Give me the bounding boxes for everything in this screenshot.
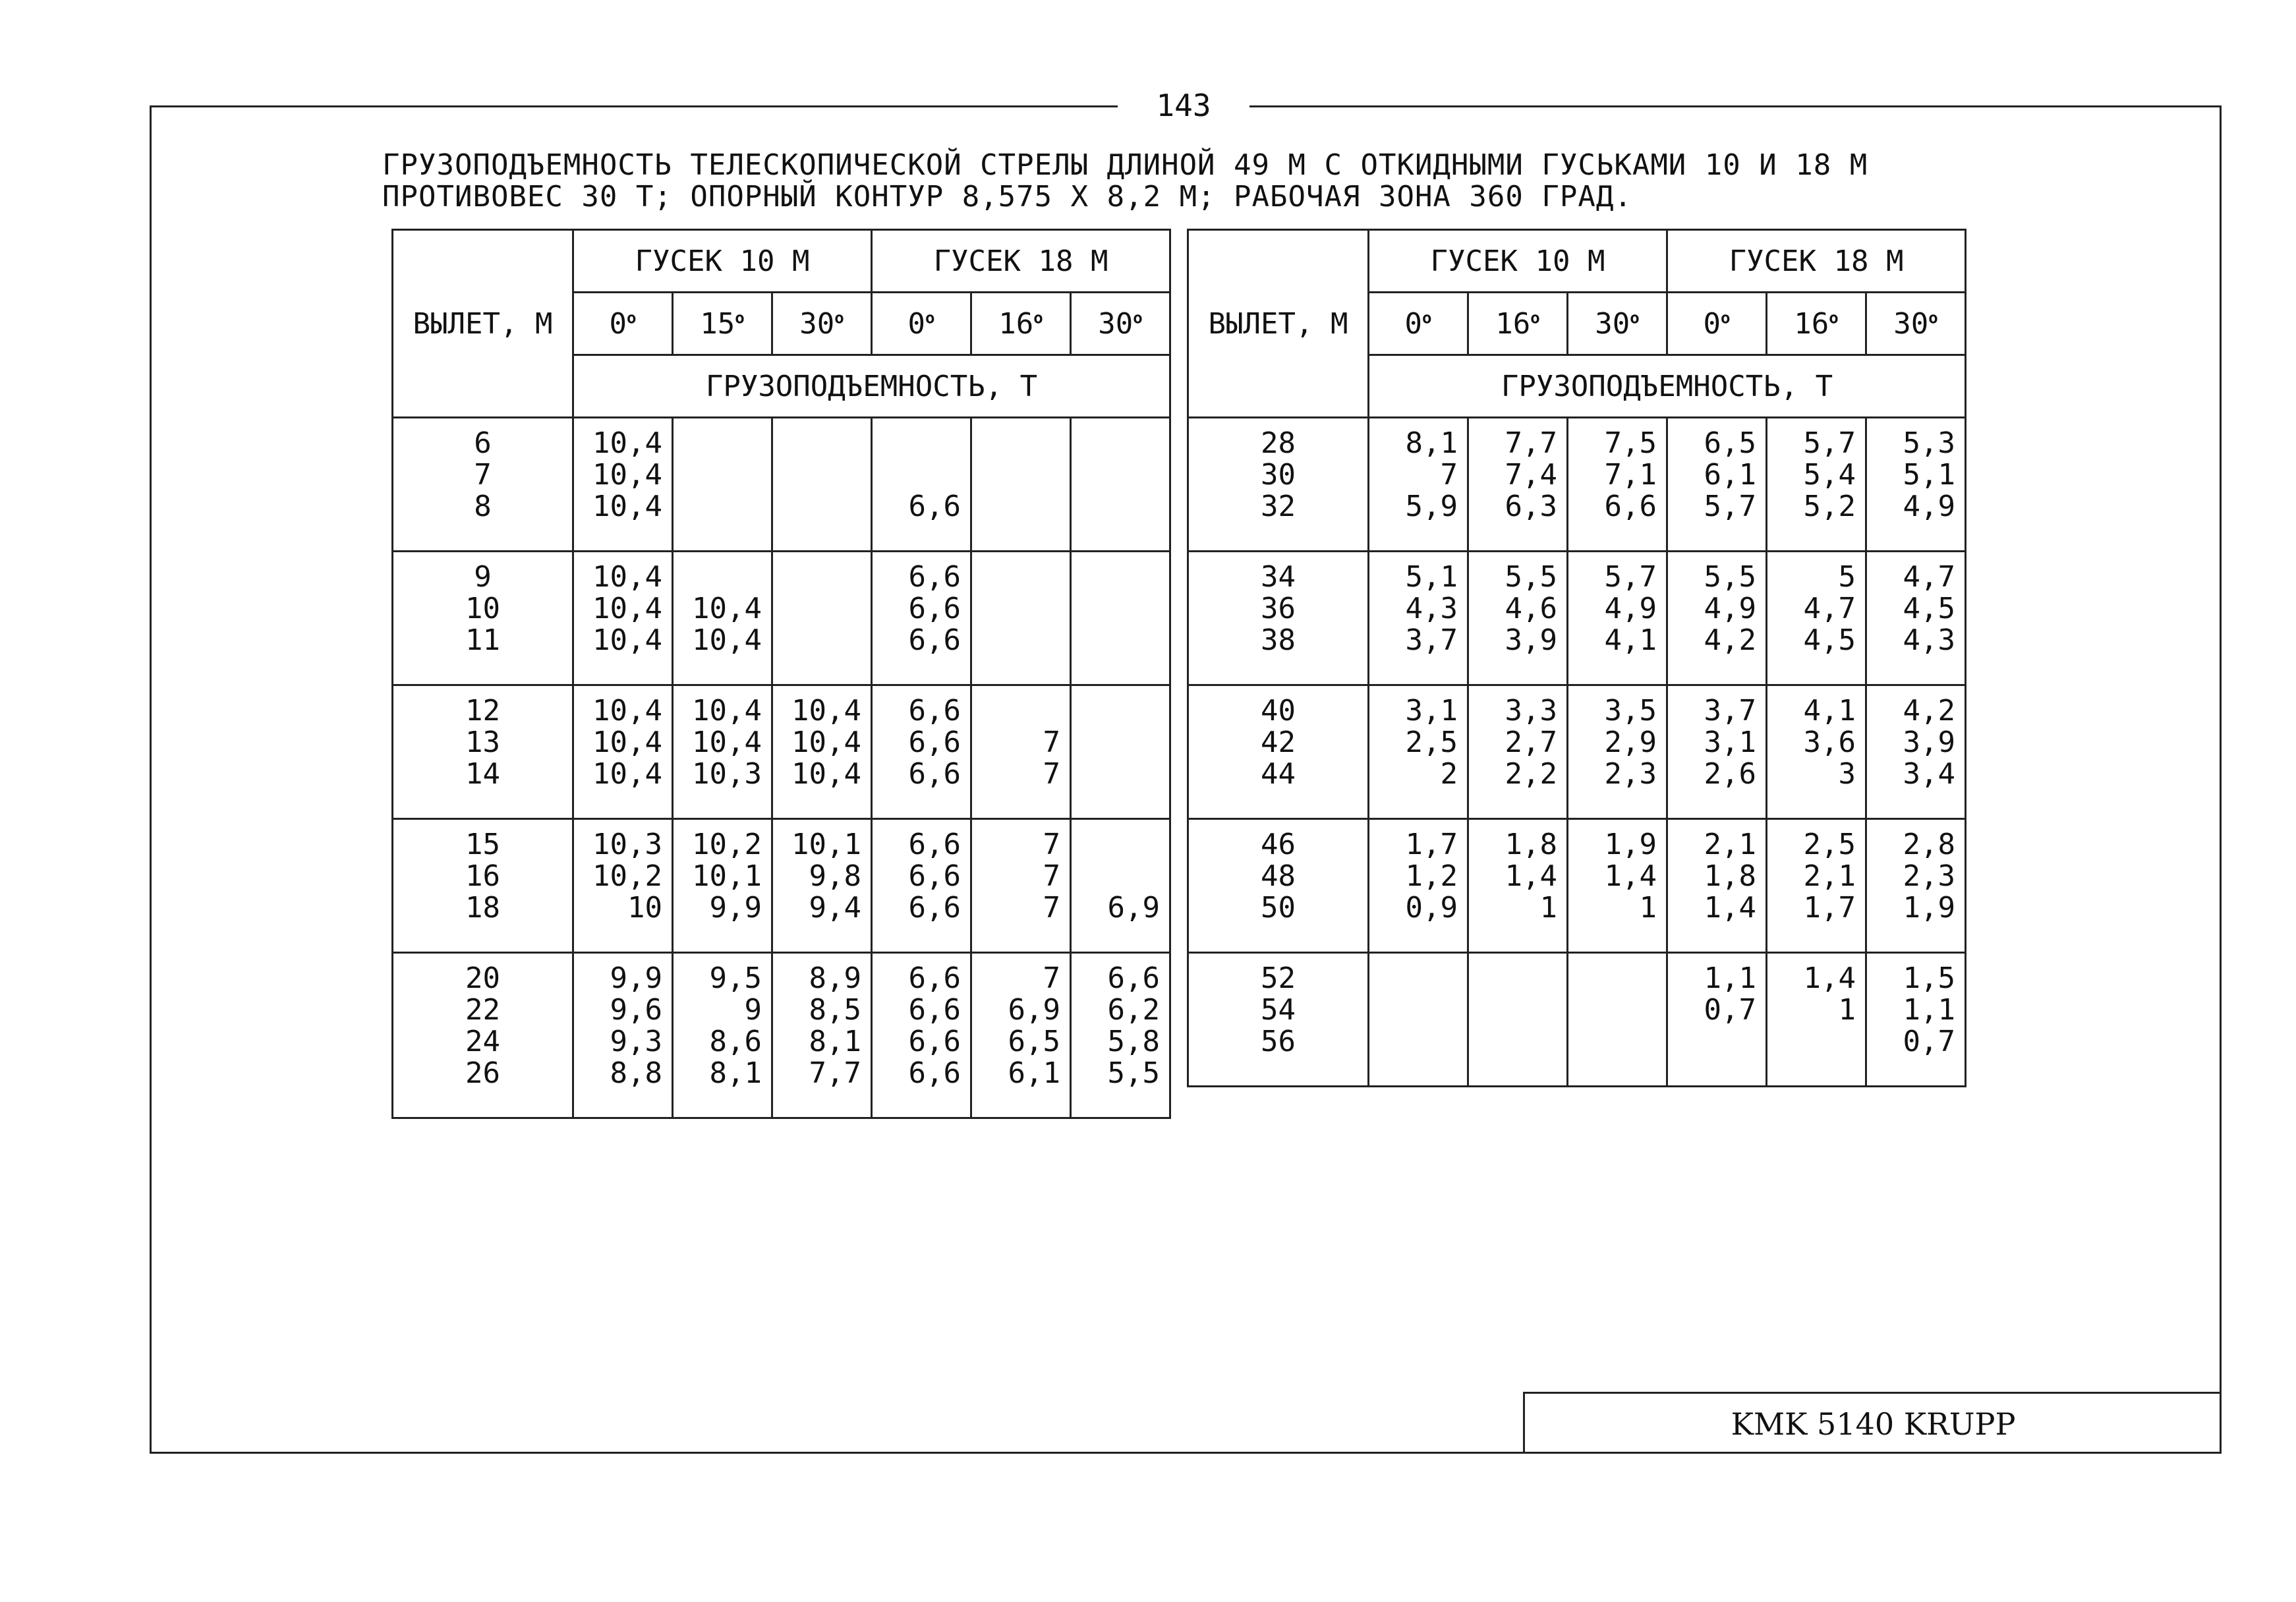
table-title-line-2: ПРОТИВОВЕС 30 Т; ОПОРНЫЙ КОНТУР 8,575 Х 8,2 М; РАБОЧАЯ ЗОНА 360 ГРАД. <box>382 180 1632 214</box>
capacity-cell: 6,6 6,6 6,6 <box>872 819 971 953</box>
capacity-cell <box>1568 953 1667 1087</box>
angle-header: 30$^o$ <box>1071 293 1170 355</box>
vylet-cell: 28 30 32 <box>1188 418 1369 552</box>
capacity-cell: 2,1 1,8 1,4 <box>1667 819 1767 953</box>
angle-header: 16$^o$ <box>1468 293 1568 355</box>
capacity-unit-header: ГРУЗОПОДЪЕМНОСТЬ, Т <box>573 355 1170 418</box>
capacity-cell: 10,3 10,2 10 <box>573 819 673 953</box>
capacity-cell: 7 7 <box>971 685 1071 819</box>
capacity-cell: 5,5 4,9 4,2 <box>1667 552 1767 685</box>
jib-10m-header: ГУСЕК 10 М <box>573 230 872 293</box>
capacity-cell: 1,7 1,2 0,9 <box>1369 819 1468 953</box>
table-row <box>393 552 1170 685</box>
capacity-cell: 2,8 2,3 1,9 <box>1866 819 1966 953</box>
angle-header: 30$^o$ <box>772 293 872 355</box>
capacity-cell: 4,7 4,5 4,3 <box>1866 552 1966 685</box>
capacity-cell <box>772 552 872 685</box>
capacity-cell <box>971 418 1071 552</box>
capacity-cell: 6,6 6,6 6,6 6,6 <box>872 953 971 1118</box>
capacity-cell: 5,3 5,1 4,9 <box>1866 418 1966 552</box>
capacity-table-right <box>1187 229 1966 1087</box>
capacity-cell: 6,9 <box>1071 819 1170 953</box>
capacity-cell: 10,4 10,4 10,4 <box>573 418 673 552</box>
angle-header: 0$^o$ <box>872 293 971 355</box>
angle-header: 0$^o$ <box>1369 293 1468 355</box>
vylet-cell: 34 36 38 <box>1188 552 1369 685</box>
capacity-cell: 8,9 8,5 8,1 7,7 <box>772 953 872 1118</box>
capacity-cell <box>1071 418 1170 552</box>
table-row <box>393 819 1170 953</box>
vylet-cell: 6 7 8 <box>393 418 573 552</box>
capacity-cell: 2,5 2,1 1,7 <box>1767 819 1866 953</box>
capacity-cell: 5 4,7 4,5 <box>1767 552 1866 685</box>
table-row <box>1188 552 1966 685</box>
capacity-cell: 1,8 1,4 1 <box>1468 819 1568 953</box>
title-block-stamp: KMK 5140 KRUPP <box>1523 1392 2222 1454</box>
jib-18m-header: ГУСЕК 18 М <box>872 230 1170 293</box>
angle-header: 16$^o$ <box>1767 293 1866 355</box>
capacity-cell <box>1071 552 1170 685</box>
capacity-cell: 10,4 10,4 10,3 <box>673 685 772 819</box>
vylet-cell: 15 16 18 <box>393 819 573 953</box>
capacity-cell: 4,1 3,6 3 <box>1767 685 1866 819</box>
vylet-header: ВЫЛЕТ, М <box>393 230 573 418</box>
capacity-cell: 6,6 <box>872 418 971 552</box>
capacity-cell: 10,4 10,4 <box>673 552 772 685</box>
vylet-cell: 46 48 50 <box>1188 819 1369 953</box>
jib-10m-header: ГУСЕК 10 М <box>1369 230 1667 293</box>
vylet-cell: 52 54 56 <box>1188 953 1369 1087</box>
capacity-cell: 10,1 9,8 9,4 <box>772 819 872 953</box>
table-row <box>393 685 1170 819</box>
table-row <box>1188 819 1966 953</box>
capacity-unit-header: ГРУЗОПОДЪЕМНОСТЬ, Т <box>1369 355 1966 418</box>
capacity-cell: 7 6,9 6,5 6,1 <box>971 953 1071 1118</box>
table-row <box>393 953 1170 1118</box>
capacity-table-left <box>391 229 1171 1119</box>
capacity-cell: 1,1 0,7 <box>1667 953 1767 1087</box>
capacity-cell: 5,7 5,4 5,2 <box>1767 418 1866 552</box>
capacity-cell: 1,4 1 <box>1767 953 1866 1087</box>
capacity-cell <box>1468 953 1568 1087</box>
table-row <box>393 418 1170 552</box>
capacity-cell: 3,1 2,5 2 <box>1369 685 1468 819</box>
capacity-cell: 10,2 10,1 9,9 <box>673 819 772 953</box>
capacity-cell: 6,6 6,6 6,6 <box>872 552 971 685</box>
angle-header: 0$^o$ <box>1667 293 1767 355</box>
capacity-cell: 6,6 6,6 6,6 <box>872 685 971 819</box>
capacity-cell: 3,5 2,9 2,3 <box>1568 685 1667 819</box>
capacity-cell <box>1071 685 1170 819</box>
capacity-cell: 1,9 1,4 1 <box>1568 819 1667 953</box>
vylet-header: ВЫЛЕТ, М <box>1188 230 1369 418</box>
vylet-cell: 40 42 44 <box>1188 685 1369 819</box>
vylet-cell: 12 13 14 <box>393 685 573 819</box>
vylet-cell: 20 22 24 26 <box>393 953 573 1118</box>
capacity-cell: 9,9 9,6 9,3 8,8 <box>573 953 673 1118</box>
capacity-cell: 8,1 7 5,9 <box>1369 418 1468 552</box>
table-title-line-1: ГРУЗОПОДЪЕМНОСТЬ ТЕЛЕСКОПИЧЕСКОЙ СТРЕЛЫ ДЛИНОЙ 49 М С ОТКИДНЫМИ ГУСЬКАМИ 10 И 18 М <box>382 148 1868 182</box>
angle-header: 0$^o$ <box>573 293 673 355</box>
page-number: 143 <box>1118 86 1249 125</box>
table-row <box>1188 418 1966 552</box>
capacity-cell: 4,2 3,9 3,4 <box>1866 685 1966 819</box>
capacity-cell: 10,4 10,4 10,4 <box>772 685 872 819</box>
capacity-cell: 6,5 6,1 5,7 <box>1667 418 1767 552</box>
capacity-cell: 7 7 7 <box>971 819 1071 953</box>
capacity-cell: 10,4 10,4 10,4 <box>573 685 673 819</box>
capacity-cell: 10,4 10,4 10,4 <box>573 552 673 685</box>
capacity-cell: 5,1 4,3 3,7 <box>1369 552 1468 685</box>
capacity-cell: 7,7 7,4 6,3 <box>1468 418 1568 552</box>
capacity-cell <box>772 418 872 552</box>
capacity-cell: 7,5 7,1 6,6 <box>1568 418 1667 552</box>
capacity-cell: 1,5 1,1 0,7 <box>1866 953 1966 1087</box>
angle-header: 16$^o$ <box>971 293 1071 355</box>
capacity-cell: 9,5 9 8,6 8,1 <box>673 953 772 1118</box>
capacity-cell: 5,7 4,9 4,1 <box>1568 552 1667 685</box>
capacity-cell: 3,3 2,7 2,2 <box>1468 685 1568 819</box>
jib-18m-header: ГУСЕК 18 М <box>1667 230 1966 293</box>
vylet-cell: 9 10 11 <box>393 552 573 685</box>
angle-header: 30$^o$ <box>1568 293 1667 355</box>
table-row <box>1188 685 1966 819</box>
capacity-cell: 5,5 4,6 3,9 <box>1468 552 1568 685</box>
angle-header: 30$^o$ <box>1866 293 1966 355</box>
angle-header: 15$^o$ <box>673 293 772 355</box>
table-row <box>1188 953 1966 1087</box>
capacity-cell <box>971 552 1071 685</box>
capacity-cell <box>673 418 772 552</box>
capacity-cell: 6,6 6,2 5,8 5,5 <box>1071 953 1170 1118</box>
capacity-cell: 3,7 3,1 2,6 <box>1667 685 1767 819</box>
capacity-cell <box>1369 953 1468 1087</box>
